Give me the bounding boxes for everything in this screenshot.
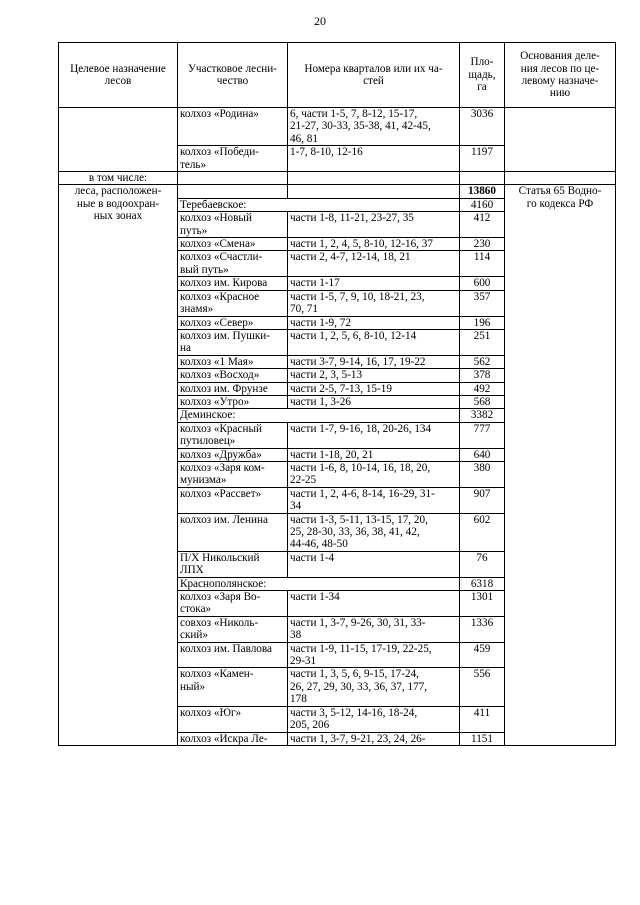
- quarters-cell: части 1-9, 11-15, 17-19, 22-25, 29-31: [288, 642, 460, 668]
- forestry-cell: колхоз «Заря ком- мунизма»: [178, 461, 288, 487]
- area-cell: 600: [460, 277, 505, 290]
- forestry-cell: колхоз им. Павлова: [178, 642, 288, 668]
- area-cell: 568: [460, 395, 505, 408]
- area-cell: 411: [460, 706, 505, 732]
- page-number: 20: [314, 14, 326, 28]
- basis-cell: [505, 172, 616, 185]
- area-cell: 640: [460, 448, 505, 461]
- forestry-cell: колхоз «Север»: [178, 316, 288, 329]
- quarters-cell: части 1, 3, 5, 6, 9-15, 17-24, 26, 27, 29, 30, 33, 36, 37, 177, 178: [288, 668, 460, 706]
- basis-cell-empty: [505, 108, 616, 172]
- table-header-row: [59, 43, 616, 108]
- forestry-cell: колхоз «Искра Ле-: [178, 732, 288, 745]
- quarters-cell: [288, 185, 460, 198]
- forestry-cell: колхоз «Смена»: [178, 238, 288, 251]
- forestry-cell: колхоз «Новый путь»: [178, 212, 288, 238]
- quarters-cell: [288, 172, 460, 185]
- forestry-cell: [178, 172, 288, 185]
- forestry-cell: колхоз «Юг»: [178, 706, 288, 732]
- forestry-cell: П/Х Никольский ЛПХ: [178, 551, 288, 577]
- quarters-cell: части 1-5, 7, 9, 10, 18-21, 23, 70, 71: [288, 290, 460, 316]
- quarters-cell: части 2, 4-7, 12-14, 18, 21: [288, 251, 460, 277]
- area-cell: 76: [460, 551, 505, 577]
- forestry-cell: совхоз «Николь- ский»: [178, 616, 288, 642]
- quarters-cell: части 1, 2, 5, 6, 8-10, 12-14: [288, 329, 460, 355]
- quarters-cell: 6, части 1-5, 7, 8-12, 15-17, 21-27, 30-33, 35-38, 41, 42-45, 46, 81: [288, 108, 460, 146]
- area-cell: 378: [460, 369, 505, 382]
- header-quarters: Номера кварталов или их ча- стей: [288, 43, 460, 108]
- forestry-cell: колхоз «Утро»: [178, 395, 288, 408]
- area-cell: 412: [460, 212, 505, 238]
- header-purpose: Целевое назначение лесов: [59, 43, 178, 108]
- header-forestry: Участковое лесни- чество: [178, 43, 288, 108]
- header-area: Пло- щадь, га: [460, 43, 505, 108]
- area-cell: 380: [460, 461, 505, 487]
- purpose-label-cell: в том числе:: [59, 172, 178, 185]
- purpose-value-cell: леса, расположен- ные в водоохран- ных зонах: [59, 185, 178, 745]
- area-cell: 230: [460, 238, 505, 251]
- area-cell: 492: [460, 382, 505, 395]
- area-cell: 1301: [460, 591, 505, 617]
- area-cell: 4160: [460, 198, 505, 211]
- quarters-cell: части 1, 2, 4-6, 8-14, 16-29, 31- 34: [288, 487, 460, 513]
- forestry-cell: колхоз им. Фрунзе: [178, 382, 288, 395]
- quarters-cell: 1-7, 8-10, 12-16: [288, 146, 460, 172]
- basis-value-cell: Статья 65 Водно- го кодекса РФ: [505, 185, 616, 745]
- forestry-cell: колхоз им. Кирова: [178, 277, 288, 290]
- area-cell: 1151: [460, 732, 505, 745]
- forestry-cell: колхоз «1 Мая»: [178, 355, 288, 368]
- forestry-cell: колхоз им. Ленина: [178, 513, 288, 551]
- quarters-cell: части 1-8, 11-21, 23-27, 35: [288, 212, 460, 238]
- area-cell: 562: [460, 355, 505, 368]
- area-cell: 3036: [460, 108, 505, 146]
- forestry-cell: колхоз «Камен- ный»: [178, 668, 288, 706]
- forestry-subtotal-cell: Краснополянское:: [178, 577, 460, 590]
- quarters-cell: части 1-6, 8, 10-14, 16, 18, 20, 22-25: [288, 461, 460, 487]
- forestry-cell: [178, 185, 288, 198]
- quarters-cell: части 2-5, 7-13, 15-19: [288, 382, 460, 395]
- area-cell: 459: [460, 642, 505, 668]
- forestry-cell: колхоз «Дружба»: [178, 448, 288, 461]
- purpose-cell-empty: [59, 108, 178, 172]
- forestry-cell: колхоз «Победи- тель»: [178, 146, 288, 172]
- forestry-cell: колхоз «Рассвет»: [178, 487, 288, 513]
- area-cell: 196: [460, 316, 505, 329]
- total-area-cell: 13860: [460, 185, 505, 198]
- forestry-subtotal-cell: Деминское:: [178, 409, 460, 422]
- area-cell: 1336: [460, 616, 505, 642]
- forestry-cell: колхоз «Красное знамя»: [178, 290, 288, 316]
- area-cell: 3382: [460, 409, 505, 422]
- quarters-cell: части 1-17: [288, 277, 460, 290]
- area-cell: 251: [460, 329, 505, 355]
- forestry-cell: колхоз «Заря Во- стока»: [178, 591, 288, 617]
- forestry-cell: колхоз им. Пушки- на: [178, 329, 288, 355]
- quarters-cell: части 1, 3-7, 9-21, 23, 24, 26-: [288, 732, 460, 745]
- table-body: [59, 108, 616, 746]
- area-cell: 114: [460, 251, 505, 277]
- quarters-cell: части 3, 5-12, 14-16, 18-24, 205, 206: [288, 706, 460, 732]
- quarters-cell: части 1, 2, 4, 5, 8-10, 12-16, 37: [288, 238, 460, 251]
- table-row-total: [59, 185, 616, 198]
- quarters-cell: части 2, 3, 5-13: [288, 369, 460, 382]
- quarters-cell: части 3-7, 9-14, 16, 17, 19-22: [288, 355, 460, 368]
- quarters-cell: части 1-7, 9-16, 18, 20-26, 134: [288, 422, 460, 448]
- area-cell: 6318: [460, 577, 505, 590]
- area-cell: 602: [460, 513, 505, 551]
- quarters-cell: части 1-34: [288, 591, 460, 617]
- area-cell: 777: [460, 422, 505, 448]
- table-row: [59, 172, 616, 185]
- forestry-cell: колхоз «Восход»: [178, 369, 288, 382]
- forestry-cell: колхоз «Красный путиловец»: [178, 422, 288, 448]
- forest-purpose-table: [58, 42, 616, 746]
- table-row: [59, 108, 616, 146]
- quarters-cell: части 1, 3-7, 9-26, 30, 31, 33- 38: [288, 616, 460, 642]
- header-basis: Основания деле- ния лесов по це- левому назначе- нию: [505, 43, 616, 108]
- quarters-cell: части 1-4: [288, 551, 460, 577]
- area-cell: 907: [460, 487, 505, 513]
- area-cell: [460, 172, 505, 185]
- area-cell: 357: [460, 290, 505, 316]
- quarters-cell: части 1, 3-26: [288, 395, 460, 408]
- forestry-subtotal-cell: Теребаевское:: [178, 198, 460, 211]
- quarters-cell: части 1-3, 5-11, 13-15, 17, 20, 25, 28-30, 33, 36, 38, 41, 42, 44-46, 48-50: [288, 513, 460, 551]
- quarters-cell: части 1-9, 72: [288, 316, 460, 329]
- quarters-cell: части 1-18, 20, 21: [288, 448, 460, 461]
- forestry-cell: колхоз «Счастли- вый путь»: [178, 251, 288, 277]
- area-cell: 1197: [460, 146, 505, 172]
- forestry-cell: колхоз «Родина»: [178, 108, 288, 146]
- area-cell: 556: [460, 668, 505, 706]
